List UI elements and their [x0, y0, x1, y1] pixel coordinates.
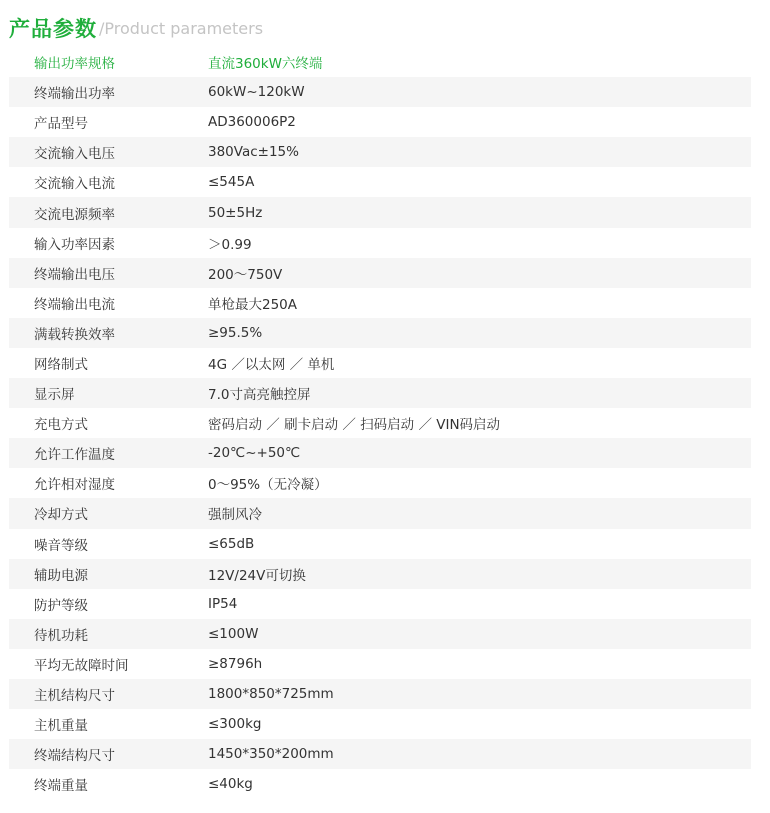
spec-row: [9, 318, 751, 348]
spec-value: 12V/24V可切换: [208, 567, 306, 584]
spec-value: 1450*350*200mm: [208, 746, 334, 763]
spec-row: [9, 468, 751, 498]
spec-row: [9, 107, 751, 137]
spec-key: 主机重量: [34, 718, 88, 735]
spec-key: 产品型号: [34, 116, 88, 133]
spec-row: [9, 77, 751, 107]
spec-key: 输入功率因素: [34, 236, 115, 253]
spec-value: 0～95%（无冷凝）: [208, 477, 328, 494]
page-header: [0, 0, 770, 44]
spec-row: [9, 197, 751, 227]
spec-key: 允许工作温度: [34, 447, 115, 464]
spec-key: 终端重量: [34, 778, 88, 795]
spec-value: 强制风冷: [208, 507, 262, 524]
spec-key: 防护等级: [34, 597, 88, 614]
spec-key: 辅助电源: [34, 567, 88, 584]
spec-row: [9, 679, 751, 709]
spec-row: [9, 378, 751, 408]
spec-row: [9, 709, 751, 739]
spec-row: [9, 619, 751, 649]
spec-value: ≤65dB: [208, 535, 255, 552]
spec-key: 显示屏: [34, 387, 75, 404]
spec-key: 平均无故障时间: [34, 657, 129, 674]
spec-key: 终端输出电流: [34, 296, 115, 313]
spec-key: 网络制式: [34, 356, 88, 373]
spec-value: -20℃~+50℃: [208, 445, 301, 462]
spec-value: 单枪最大250A: [208, 296, 298, 313]
spec-value: IP54: [208, 595, 238, 612]
spec-value: ＞0.99: [208, 236, 252, 253]
spec-value: 1800*850*725mm: [208, 686, 334, 703]
spec-row: [9, 408, 751, 438]
spec-row: [9, 529, 751, 559]
spec-key: 充电方式: [34, 417, 88, 434]
spec-value: 60kW~120kW: [208, 84, 305, 101]
spec-row: [9, 559, 751, 589]
spec-value: 50±5Hz: [208, 204, 263, 221]
spec-value: ≥8796h: [208, 655, 263, 672]
spec-row: [9, 288, 751, 318]
spec-key: 满载转换效率: [34, 326, 115, 343]
page-title: 产品参数: [9, 17, 97, 41]
spec-key: 交流输入电流: [34, 176, 115, 193]
spec-row: [9, 498, 751, 528]
spec-value: 密码启动 ／ 刷卡启动 ／ 扫码启动 ／ VIN码启动: [208, 417, 501, 434]
spec-table-header-row: [9, 47, 751, 77]
spec-row: [9, 739, 751, 769]
spec-row: [9, 167, 751, 197]
spec-key: 交流电源频率: [34, 206, 115, 223]
spec-key: 待机功耗: [34, 627, 88, 644]
spec-value: 4G ／以太网 ／ 单机: [208, 356, 335, 373]
spec-row: [9, 769, 751, 799]
spec-key: 允许相对湿度: [34, 477, 115, 494]
spec-value: ≤100W: [208, 625, 259, 642]
spec-row: [9, 438, 751, 468]
spec-value: 200～750V: [208, 266, 283, 283]
spec-value: ≤40kg: [208, 776, 253, 793]
spec-table: [9, 47, 751, 799]
spec-key: 主机结构尺寸: [34, 688, 115, 705]
spec-key: 交流输入电压: [34, 146, 115, 163]
spec-value: ≤300kg: [208, 716, 262, 733]
spec-row: [9, 258, 751, 288]
spec-header-value: 直流360kW六终端: [208, 56, 323, 73]
spec-key: 终端结构尺寸: [34, 748, 115, 765]
spec-row: [9, 348, 751, 378]
spec-key: 终端输出电压: [34, 266, 115, 283]
spec-key: 终端输出功率: [34, 86, 115, 103]
spec-key: 冷却方式: [34, 507, 88, 524]
spec-row: [9, 137, 751, 167]
spec-value: ≤545A: [208, 174, 255, 191]
spec-row: [9, 228, 751, 258]
spec-row: [9, 649, 751, 679]
spec-value: 380Vac±15%: [208, 144, 299, 161]
page-subtitle: /Product parameters: [99, 19, 264, 38]
spec-value: ≥95.5%: [208, 324, 263, 341]
spec-value: AD360006P2: [208, 114, 296, 131]
spec-key: 噪音等级: [34, 537, 88, 554]
spec-value: 7.0寸高亮触控屏: [208, 387, 311, 404]
spec-row: [9, 589, 751, 619]
spec-header-key: 输出功率规格: [34, 56, 115, 73]
